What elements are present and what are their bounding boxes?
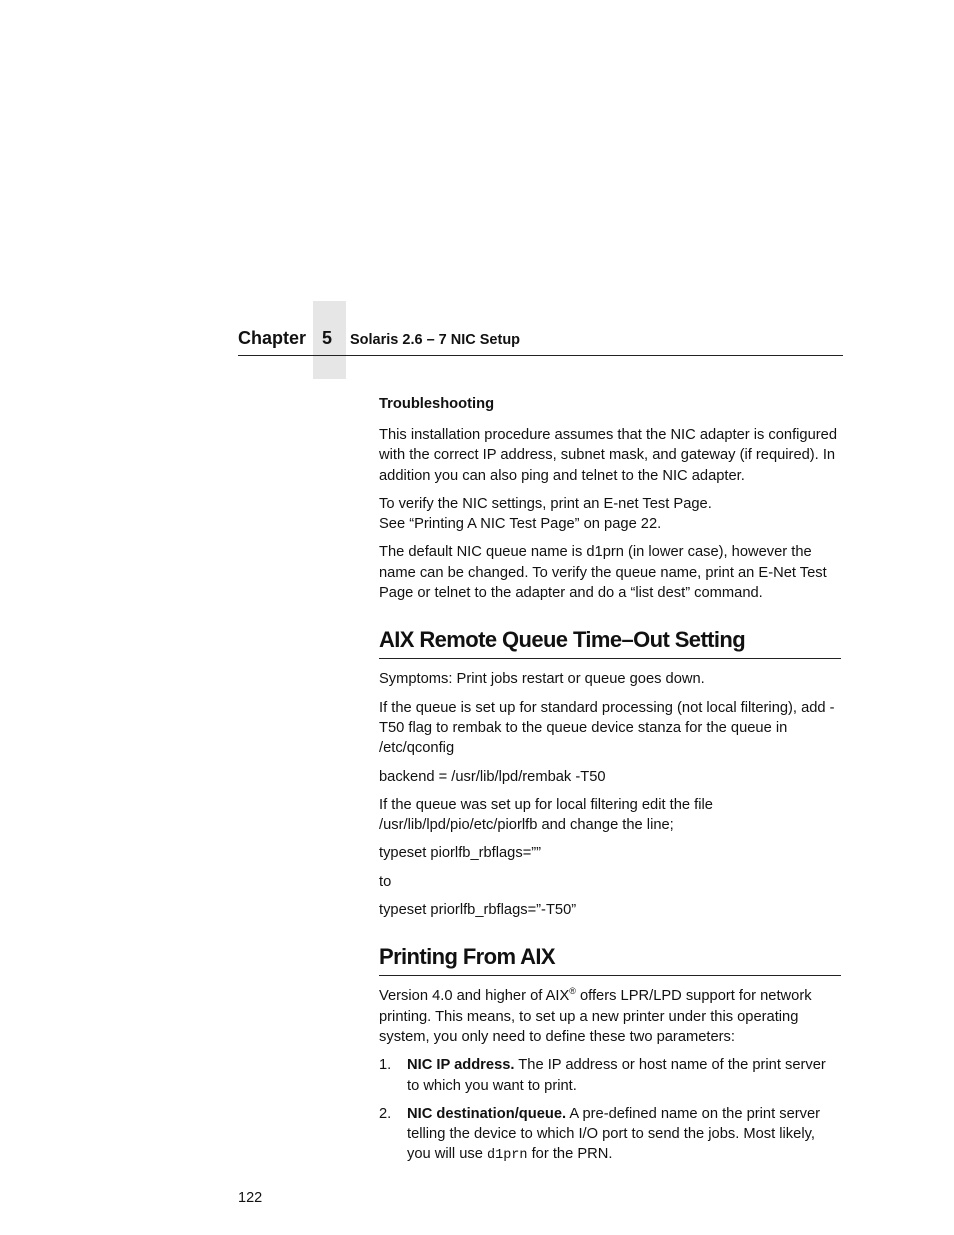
edit-file-line: If the queue was set up for local filtering edit the file [379, 796, 713, 813]
list-item-text-after: for the PRN. [527, 1146, 613, 1163]
aix-timeout-paragraph: If the queue is set up for standard processing (not local filtering), add -T50 flag to rembak to the queue device stanza for the queue in /etc/qconfig [379, 699, 835, 757]
section-title-aix-timeout: AIX Remote Queue Time–Out Setting [379, 626, 841, 659]
list-item-text: The IP address or host name of the print server to which you want to print. [407, 1057, 826, 1094]
troubleshooting-paragraph: The default NIC queue name is d1prn (in lower case), however the name can be changed. To verify the queue name, print an E-Net Test Page or telnet to the adapter and do a “list dest” command. [379, 544, 827, 602]
troubleshooting-paragraph: This installation procedure assumes that the NIC adapter is configured with the correct IP address, subnet mask, and gateway (if required). In addition you can also ping and telnet to the NIC adapter. [379, 427, 838, 484]
parameter-list [379, 1055, 841, 1166]
list-item-text: A pre-defined name on the print server telling the device to which I/O port to send the jobs. Most likely, you will use [407, 1105, 821, 1163]
page-content [379, 394, 841, 1175]
troubleshooting-paragraph [379, 494, 841, 535]
verify-line: To verify the NIC settings, print an E-net Test Page. [379, 495, 712, 512]
list-item-term: NIC destination/queue. [407, 1105, 567, 1122]
section-title-printing-aix: Printing From AIX [379, 943, 841, 976]
registered-mark: ® [569, 986, 576, 997]
see-reference-line: See “Printing A NIC Test Page” on page 22. [379, 516, 662, 533]
header-rule [238, 355, 843, 356]
list-item-term: NIC IP address. [407, 1057, 515, 1074]
page-number: 122 [238, 1190, 263, 1206]
troubleshooting-heading: Troubleshooting [379, 396, 495, 412]
aix-timeout-paragraph: Symptoms: Print jobs restart or queue goes down. [379, 671, 705, 688]
list-item-number: 2. [379, 1105, 392, 1122]
aix-timeout-paragraph [379, 795, 841, 836]
queue-name-code: d1prn [487, 1148, 528, 1164]
aix-timeout-paragraph: to [379, 873, 392, 890]
file-path-line: /usr/lib/lpd/pio/etc/piorlfb and change the line; [379, 817, 674, 834]
chapter-label: Chapter [238, 328, 307, 348]
aix-timeout-paragraph: backend = /usr/lib/lpd/rembak -T50 [379, 768, 606, 785]
intro-before: Version 4.0 and higher of AIX [379, 988, 570, 1005]
list-item [379, 1055, 841, 1096]
aix-timeout-paragraph: typeset piorlfb_rbflags=”” [379, 845, 542, 862]
printing-aix-intro [379, 986, 841, 1047]
list-item [379, 1104, 841, 1167]
intro-after: offers LPR/LPD support for network printing. This means, to set up a new printer under this operating system, you only need to define these two parameters: [379, 988, 812, 1045]
chapter-number: 5 [322, 328, 333, 348]
aix-timeout-paragraph: typeset priorlfb_rbflags=”-T50” [379, 902, 577, 919]
chapter-title: Solaris 2.6 – 7 NIC Setup [350, 332, 521, 348]
list-item-number: 1. [379, 1057, 392, 1074]
